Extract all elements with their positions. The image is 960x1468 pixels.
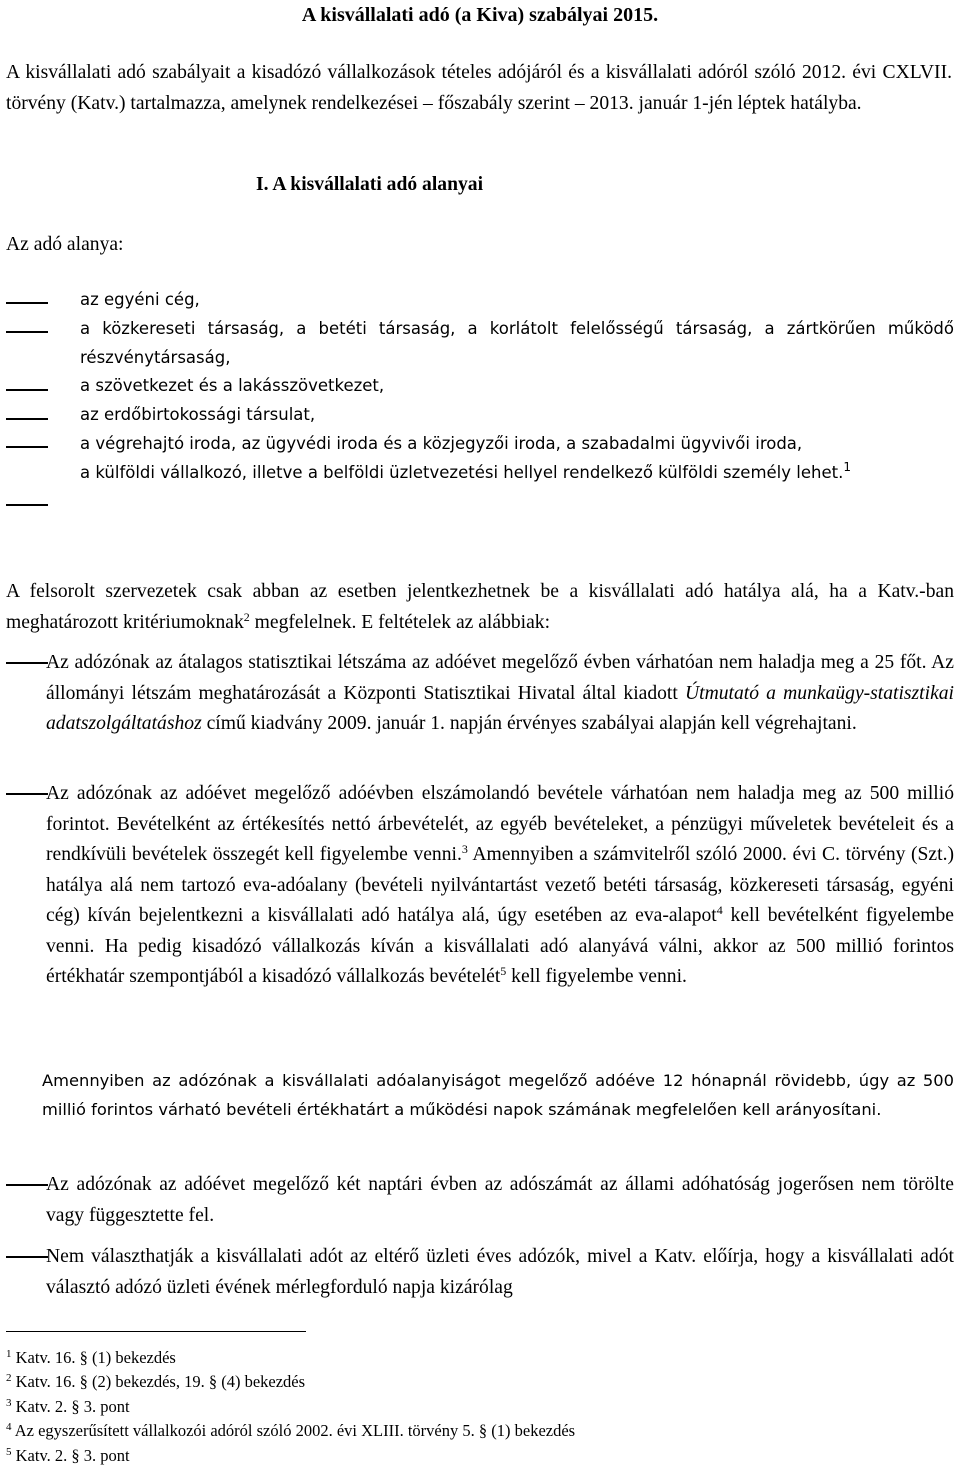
subject-label: Az adó alanya: [6,234,124,255]
list-dash [6,418,48,420]
section-heading: I. A kisvállalati adó alanyai [256,174,484,195]
list-dash [6,331,48,333]
list-dash [6,389,48,391]
criterion-fiscal-year: Nem választhatják a kisvállalati adót az eltérő üzleti éves adózók, mivel a Katv. előírja, hogy a kisvállalati adót választó adózó üzleti évének mérlegforduló napja kizárólag [46,1246,954,1298]
criterion-not-deleted: Az adózónak az adóévet megelőző két naptári évben az adószámát az állami adóhatóság jogerősen nem törölte vagy függesztette fel. [46,1174,954,1226]
list-dash [6,662,48,664]
list-dash [6,793,48,795]
list-dash [6,1256,48,1258]
list-item: a végrehajtó iroda, az ügyvédi iroda és a közjegyzői iroda, a szabadalmi ügyvivői iroda, [80,433,803,453]
document-title: A kisvállalati adó (a Kiva) szabályai 2015. [301,4,659,26]
list-dash [6,1184,48,1186]
footnote-ref: 2 [243,609,250,624]
eligibility-paragraph: A felsorolt szervezetek csak abban az esetben jelentkezhetnek be a kisvállalati adó hatálya alá, ha a Katv.-ban meghatározott kritériumoknak$^2$ megfelelnek. E feltételek az alábbiak: [6,581,954,633]
criterion-headcount: Az adózónak az átalagos statisztikai létszáma az adóévet megelőző évben várhatóan nem haladja meg a 25 főt. Az állományi létszám meghatározását a Központi Statisztikai Hivatal által kiadott Útmutató a munkaügy-statisztikai adatszolgáltatáshoz című kiadvány 2009. január 1. napján érvényes szabályai alapján kell végrehajtani. [46,652,955,734]
footnote: $^2$ Katv. 16. § (2) bekezdés, 19. § (4) bekezdés [6,1372,306,1392]
proration-paragraph: Amennyiben az adózónak a kisvállalati adóalanyiságot megelőző adóéve 12 hónapnál rövidebb, úgy az 500 millió forintos várható bevételi értékhatárt a működési napok számának megfelelően kell arányosítani. [42,1071,954,1119]
footnote: $^1$ Katv. 16. § (1) bekezdés [6,1348,176,1367]
footnote: $^5$ Katv. 2. § 3. pont [6,1445,130,1465]
list-item: az erdőbirtokossági társulat, [80,405,316,425]
subject-list [80,286,954,488]
footnote-ref: 5 [500,964,507,978]
footnote-ref: 4 [716,903,723,917]
list-dash [6,504,48,506]
intro-paragraph: A kisvállalati adó szabályait a kisadózó vállalkozások tételes adójáról és a kisvállalati adóról szóló 2012. évi CXLVII. törvény (Katv.) tartalmazza, amelynek rendelkezései – főszabály szerint – 2013. január 1-jén léptek hatályba. [6,62,952,114]
list-item: az egyéni cég, [80,290,200,309]
list-item: a közkereseti társaság, a betéti társaság, a korlátolt felelősségű társaság, a zártkörűen működő részvénytársaság, [80,318,954,367]
footnote-ref: 3 [461,842,468,856]
footnote-divider [6,1331,306,1332]
list-dash [6,446,48,448]
footnote-ref: 1 [843,459,851,474]
criterion-revenue: Az adózónak az adóévet megelőző adóévben elszámolandó bevétele várhatóan nem haladja meg az 500 millió forintot. Bevételként az értékesítés nettó árbevételét, az egyéb bevételeket, a pénzügyi műveletek bevételeit és a rendkívüli bevételek összegét kell figyelembe venni.$^3$ Amennyiben a számvitelről szóló 2000. évi C. törvény (Szt.) hatálya alá nem tartozó eva-adóalany (bevételi nyilvántartást vezető betéti társaság, közkereseti társaság, egyéni cég) kíván bejelentkezni a kisvállalati adó hatálya alá, úgy esetében az eva-alapot$^4$ kell bevételként figyelembe venni. Ha pedig kisadózó vállalkozás kíván a kisvállalati adó alanyává válni, akkor az 500 millió forintos értékhatár szempontjából a kisadózó vállalkozás bevételét$^5$ kell figyelembe venni. [46,783,954,987]
list-item: a szövetkezet és a lakásszövetkezet, [80,376,385,396]
list-dash [6,302,48,304]
list-item: a külföldi vállalkozó, illetve a belföldi üzletvezetési hellyel rendelkező külföldi személy lehet.$^1$ [80,459,851,482]
footnote: $^4$ Az egyszerűsített vállalkozói adóról szóló 2002. évi XLIII. törvény 5. § (1) bekezdés [6,1421,576,1441]
footnote-list [6,1346,575,1468]
footnote: $^3$ Katv. 2. § 3. pont [6,1396,130,1416]
